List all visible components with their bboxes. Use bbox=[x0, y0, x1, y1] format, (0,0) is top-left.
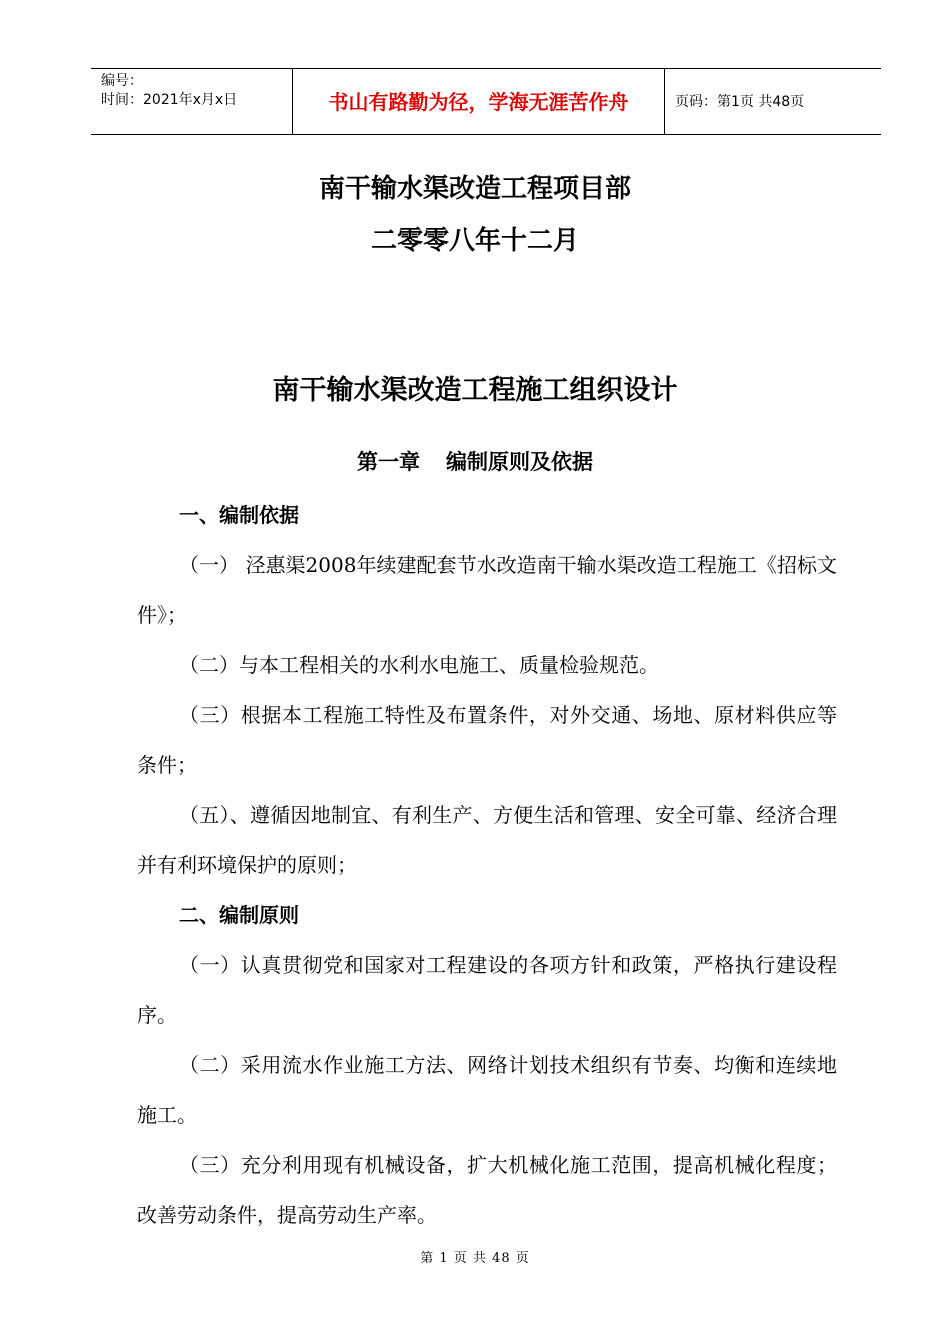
paragraph: （二）与本工程相关的水利水电施工、质量检验规范。 bbox=[179, 653, 659, 677]
paragraph: （五）、遵循因地制宜、有利生产、方便生活和管理、安全可靠、经济合理并有利环境保护的原则； bbox=[137, 803, 837, 877]
page-header bbox=[91, 68, 881, 135]
paragraph: （三）根据本工程施工特性及布置条件，对外交通、场地、原材料供应等条件； bbox=[137, 703, 837, 777]
header-page-label: 页码：第1页 共48页 bbox=[675, 94, 805, 110]
header-motto: 书山有路勤为径，学海无涯苦作舟 bbox=[293, 69, 665, 134]
paragraph: （一） 泾惠渠2008年续建配套节水改造南干输水渠改造工程施工《招标文件》； bbox=[137, 553, 837, 627]
time-label: 时间：2021年x月x日 bbox=[101, 92, 238, 108]
document-body bbox=[137, 490, 837, 1240]
org-date: 二零零八年十二月 bbox=[370, 226, 579, 256]
section-heading: 二、编制原则 bbox=[179, 903, 299, 927]
page-footer: 第 1 页 共 48 页 bbox=[420, 1251, 530, 1266]
paragraph: （二）采用流水作业施工方法、网络计划技术组织有节奏、均衡和连续地施工。 bbox=[137, 1053, 837, 1127]
section-heading: 一、编制依据 bbox=[179, 503, 299, 527]
chapter-number: 第一章 bbox=[357, 450, 420, 474]
header-meta-cell bbox=[91, 69, 293, 134]
chapter-heading bbox=[0, 446, 950, 476]
chapter-title: 编制原则及依据 bbox=[446, 450, 593, 474]
org-name: 南干输水渠改造工程项目部 bbox=[318, 174, 631, 204]
document-title: 南干输水渠改造工程施工组织设计 bbox=[272, 375, 678, 406]
paragraph: （一）认真贯彻党和国家对工程建设的各项方针和政策，严格执行建设程序。 bbox=[137, 953, 837, 1027]
paragraph: （三）充分利用现有机械设备，扩大机械化施工范围，提高机械化程度；改善劳动条件，提高劳动生产率。 bbox=[137, 1153, 837, 1227]
number-label: 编号： bbox=[101, 73, 143, 89]
